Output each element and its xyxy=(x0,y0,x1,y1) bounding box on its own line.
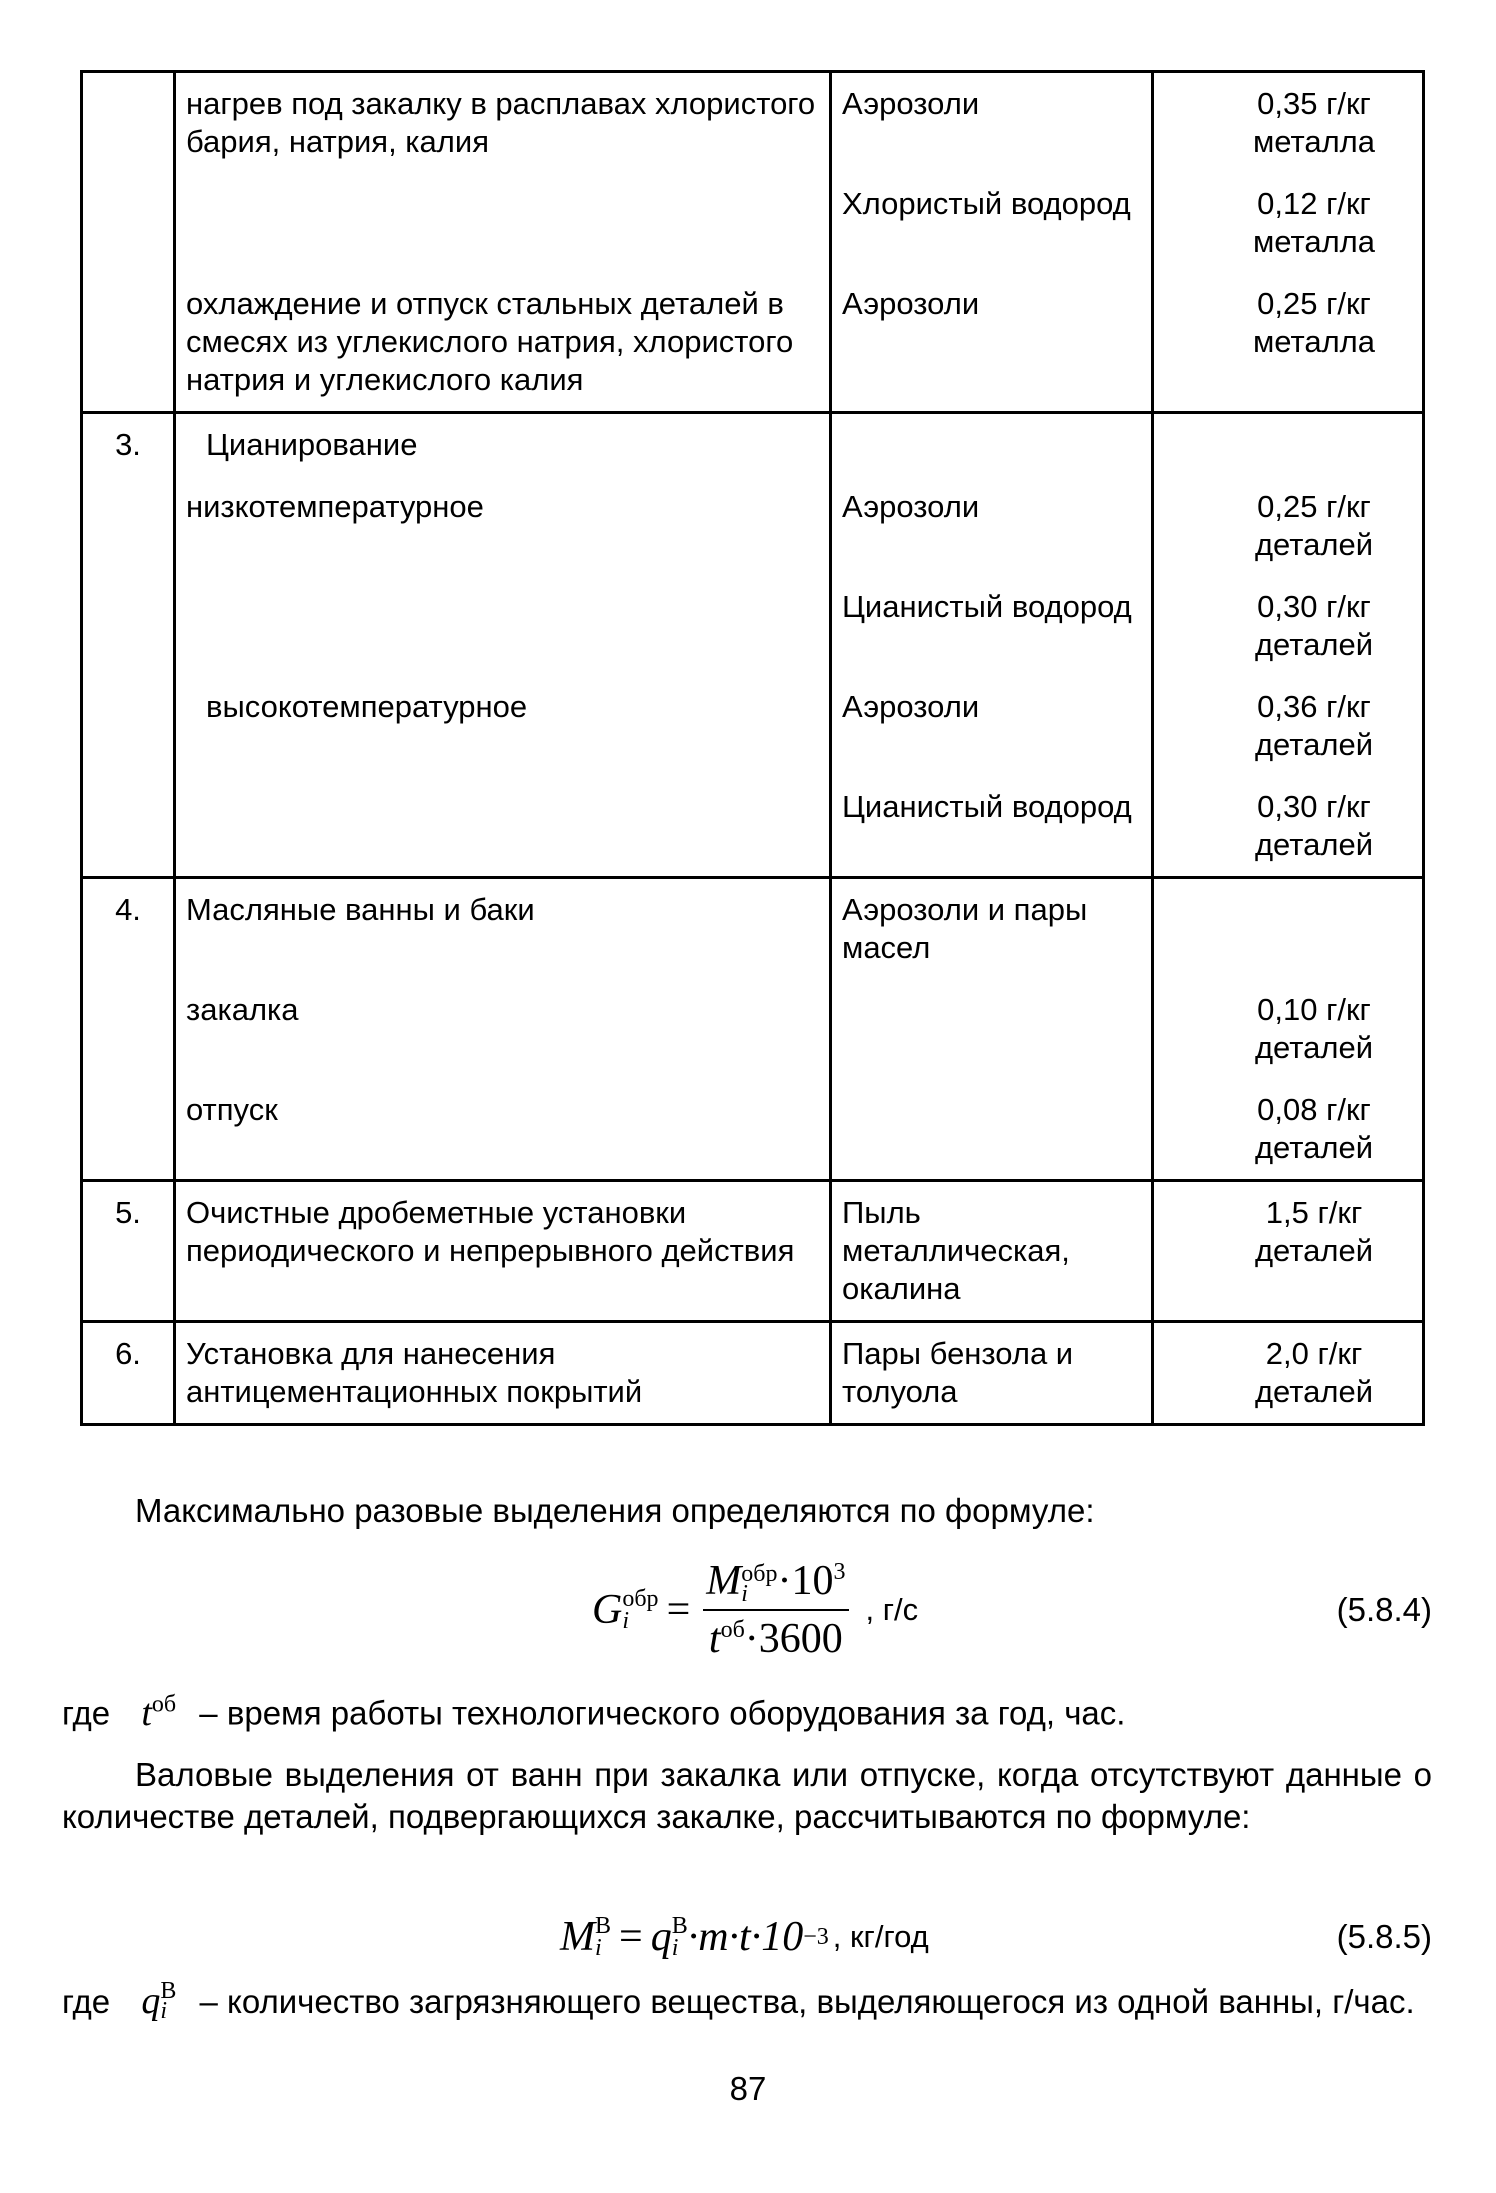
row-number: 6. xyxy=(82,1322,175,1425)
row-number xyxy=(82,676,175,776)
process-cell: Установка для нанесения антицементационных покрытий xyxy=(175,1322,831,1425)
formula-lhs-sub: i xyxy=(622,1608,630,1634)
substance-cell: Аэрозоли и пары масел xyxy=(831,878,1153,980)
substance-cell: Аэрозоли xyxy=(831,676,1153,776)
table-row xyxy=(82,576,1424,676)
process-cell: Цианирование xyxy=(175,413,831,477)
emission-value-cell: 2,0 г/кг деталей xyxy=(1153,1322,1424,1425)
emission-value-cell: 0,30 г/кг деталей xyxy=(1153,776,1424,878)
definition-t: где $t^{об}$ – время работы технологического оборудования за год, час. xyxy=(62,1691,1126,1734)
formula-5-8-5 xyxy=(62,1887,1432,1987)
emission-value-cell: 1,5 г/кг деталей xyxy=(1153,1181,1424,1322)
definition-q: где q В i – количество загрязняющего вещества, выделяющегося из одной ванны, г/час. xyxy=(62,1978,1415,2024)
substance-cell xyxy=(831,1079,1153,1181)
formula-unit: , г/с xyxy=(865,1592,919,1627)
process-cell: отпуск xyxy=(175,1079,831,1181)
row-number xyxy=(82,576,175,676)
row-number xyxy=(82,72,175,174)
emission-value-cell xyxy=(1153,413,1424,477)
row-number: 5. xyxy=(82,1181,175,1322)
row-number: 4. xyxy=(82,878,175,980)
table-row xyxy=(82,173,1424,273)
table-row xyxy=(82,676,1424,776)
process-cell: высокотемпературное xyxy=(175,676,831,776)
table-row xyxy=(82,1079,1424,1181)
row-number xyxy=(82,273,175,413)
emission-value-cell: 0,08 г/кг деталей xyxy=(1153,1079,1424,1181)
row-number xyxy=(82,476,175,576)
process-cell: Очистные дробеметные установки периодического и непрерывного действия xyxy=(175,1181,831,1322)
table-row xyxy=(82,1322,1424,1425)
process-cell: охлаждение и отпуск стальных деталей в смесях из углекислого натрия, хлористого натрия и углекислого калия xyxy=(175,273,831,413)
table-row xyxy=(82,413,1424,477)
table-row xyxy=(82,776,1424,878)
substance-cell: Хлористый водород xyxy=(831,173,1153,273)
row-number xyxy=(82,776,175,878)
fraction-numerator: M обр i $\cdot 10^3$ xyxy=(706,1558,846,1608)
substance-cell: Цианистый водород xyxy=(831,576,1153,676)
row-number xyxy=(82,173,175,273)
process-cell: закалка xyxy=(175,979,831,1079)
row-number: 3. xyxy=(82,413,175,477)
process-cell: нагрев под закалку в расплавах хлористого бария, натрия, калия xyxy=(175,72,831,174)
emission-value-cell: 0,36 г/кг деталей xyxy=(1153,676,1424,776)
emission-value-cell: 0,30 г/кг деталей xyxy=(1153,576,1424,676)
substance-cell xyxy=(831,979,1153,1079)
table-row xyxy=(82,1181,1424,1322)
symbol-q: q В i xyxy=(141,1978,177,2024)
substance-cell: Аэрозоли xyxy=(831,476,1153,576)
formula-expression xyxy=(592,1557,918,1663)
formula-lhs-sup: обр xyxy=(622,1586,659,1612)
emission-value-cell: 0,10 г/кг деталей xyxy=(1153,979,1424,1079)
table-row xyxy=(82,72,1424,174)
equation-number: (5.8.4) xyxy=(1336,1591,1432,1628)
substance-cell: Аэрозоли xyxy=(831,72,1153,174)
substance-cell xyxy=(831,413,1153,477)
formula-expression: M В i = q В i ·m·t·10 −3 , кг/год xyxy=(560,1913,929,1961)
substance-cell: Пары бензола и толуола xyxy=(831,1322,1153,1425)
table-row xyxy=(82,979,1424,1079)
fraction-denominator: $t^{об}\cdot 3600$ xyxy=(703,1609,849,1663)
paragraph-max-emission: Максимально разовые выделения определяются по формуле: xyxy=(135,1492,1095,1529)
emission-value-cell: 0,25 г/кг деталей xyxy=(1153,476,1424,576)
table-row xyxy=(82,476,1424,576)
row-number xyxy=(82,979,175,1079)
emission-value-cell: 0,12 г/кг металла xyxy=(1153,173,1424,273)
formula-equals: = xyxy=(666,1587,691,1633)
process-cell: низкотемпературное xyxy=(175,476,831,576)
page-number: 87 xyxy=(729,2070,767,2107)
substance-cell: Пыль металлическая, окалина xyxy=(831,1181,1153,1322)
emission-value-cell xyxy=(1153,878,1424,980)
formula-lhs: G xyxy=(592,1587,623,1633)
table-row xyxy=(82,273,1424,413)
process-cell xyxy=(175,776,831,878)
process-cell xyxy=(175,173,831,273)
equation-number: (5.8.5) xyxy=(1336,1918,1432,1955)
emission-value-cell: 0,25 г/кг металла xyxy=(1153,273,1424,413)
symbol-t: $t^{об}$ xyxy=(141,1691,177,1734)
table-row xyxy=(82,878,1424,980)
process-cell: Масляные ванны и баки xyxy=(175,878,831,980)
substance-cell: Аэрозоли xyxy=(831,273,1153,413)
substance-cell: Цианистый водород xyxy=(831,776,1153,878)
formula-fraction xyxy=(700,1557,851,1663)
emission-value-cell: 0,35 г/кг металла xyxy=(1153,72,1424,174)
emission-table xyxy=(80,70,1425,1426)
process-cell xyxy=(175,576,831,676)
paragraph-gross-emission: Валовые выделения от ванн при закалка или отпуске, когда отсутствуют данные о количестве деталей, подвергающихся закалке, рассчитываются по формуле: xyxy=(62,1756,1432,1835)
formula-5-8-4 xyxy=(62,1560,1432,1660)
row-number xyxy=(82,1079,175,1181)
